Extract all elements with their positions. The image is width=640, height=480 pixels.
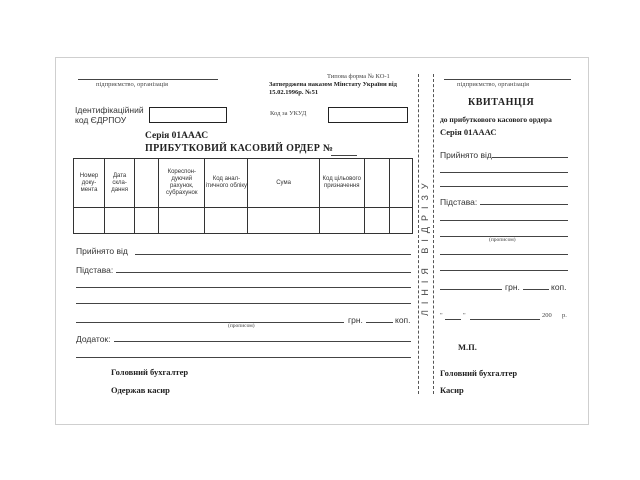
ukud-code-box[interactable] xyxy=(328,107,408,123)
form-type: Типова форма № КО-1 xyxy=(327,73,390,80)
stamp-label: М.П. xyxy=(458,342,477,352)
table-cell[interactable] xyxy=(135,208,159,234)
cut-line-left xyxy=(418,74,419,394)
chief-accountant-label: Головний бухгалтер xyxy=(111,367,189,377)
edrpou-label: Ідентифікаційний код ЄДРПОУ xyxy=(75,105,144,125)
edrpou-code-box[interactable] xyxy=(149,107,227,123)
receipt-organization-line xyxy=(444,79,571,80)
receipt-received-line-3[interactable] xyxy=(440,186,568,187)
receipt-grn-line[interactable] xyxy=(440,289,502,290)
receipt-grn-label: грн. xyxy=(505,282,520,292)
attachment-line-1[interactable] xyxy=(114,341,411,342)
attachment-line-2[interactable] xyxy=(76,357,411,358)
receipt-received-from-label: Прийнято від xyxy=(440,150,492,160)
receipt-received-from-line[interactable] xyxy=(492,157,568,158)
table-cell[interactable] xyxy=(74,208,105,234)
basis-line-3[interactable] xyxy=(76,303,411,304)
basis-label: Підстава: xyxy=(76,265,114,275)
receipt-kop-line[interactable] xyxy=(523,289,549,290)
organization-line xyxy=(78,79,218,80)
receipt-basis-line-1[interactable] xyxy=(480,204,568,205)
receipt-cashier-label: Касир xyxy=(440,385,464,395)
cut-line-label: ЛІНІЯ ВІДРІЗУ xyxy=(420,177,430,317)
table-cell[interactable] xyxy=(159,208,205,234)
receipt-basis-label: Підстава: xyxy=(440,197,478,207)
table-cell[interactable] xyxy=(319,208,364,234)
table-cell[interactable] xyxy=(389,208,412,234)
col-document-number: Номер доку- мента xyxy=(74,159,105,208)
receipt-received-line-2[interactable] xyxy=(440,172,568,173)
basis-line-1[interactable] xyxy=(116,272,411,273)
approval-note: Затверджена наказом Мінстату України від 15.02.1996р. №51 xyxy=(269,81,397,96)
receipt-date-close-quote: " xyxy=(463,312,466,319)
col-corresponding-account: Кореспон- дуючий рахунок, субрахунок xyxy=(159,159,205,208)
amount-words-line[interactable] xyxy=(76,322,344,323)
receipt-line-4[interactable] xyxy=(440,254,568,255)
receipt-series: Серія 01АААС xyxy=(440,127,497,137)
receipt-year-suffix: р. xyxy=(562,312,567,319)
col-sum: Сума xyxy=(248,159,319,208)
col-blank-3 xyxy=(389,159,412,208)
order-number-line[interactable] xyxy=(331,155,357,156)
receipt-date-open-quote: " xyxy=(440,312,443,319)
grn-kop-line[interactable] xyxy=(366,322,393,323)
receipt-month-line[interactable] xyxy=(470,319,540,320)
table-cell[interactable] xyxy=(105,208,135,234)
col-date: Дата скла- дання xyxy=(105,159,135,208)
grn-label: грн. xyxy=(348,315,363,325)
col-analytic-code: Код анал- ітичного обліку xyxy=(205,159,248,208)
table-cell[interactable] xyxy=(364,208,389,234)
col-purpose-code: Код цільового призначення xyxy=(319,159,364,208)
table-cell[interactable] xyxy=(205,208,248,234)
received-from-line[interactable] xyxy=(135,254,411,255)
order-table xyxy=(73,158,413,234)
in-words-caption: (прописом) xyxy=(228,323,255,329)
order-title: ПРИБУТКОВИЙ КАСОВИЙ ОРДЕР № xyxy=(145,143,334,154)
col-blank-2 xyxy=(364,159,389,208)
receipt-line-5[interactable] xyxy=(440,270,568,271)
receipt-in-words-caption: (прописом) xyxy=(489,237,516,243)
receipt-kop-label: коп. xyxy=(551,282,567,292)
attachment-label: Додаток: xyxy=(76,334,111,344)
table-cell[interactable] xyxy=(248,208,319,234)
cashier-received-label: Одержав касир xyxy=(111,385,170,395)
receipt-subtitle: до прибуткового касового ордера xyxy=(440,115,552,124)
col-blank-1 xyxy=(135,159,159,208)
table-row xyxy=(74,208,413,234)
receipt-day-line[interactable] xyxy=(445,319,461,320)
received-from-label: Прийнято від xyxy=(76,246,128,256)
cut-line-right xyxy=(433,74,434,394)
receipt-title: КВИТАНЦІЯ xyxy=(468,97,535,108)
receipt-year: 200 xyxy=(542,312,552,319)
ukud-label: Код за УКУД xyxy=(270,110,307,117)
series-label: Серія 01АААС xyxy=(145,131,209,141)
receipt-basis-line-2[interactable] xyxy=(440,220,568,221)
organization-caption: підприємство, організація xyxy=(96,81,169,88)
receipt-organization-caption: підприємство, організація xyxy=(457,81,530,88)
kop-label: коп. xyxy=(395,315,411,325)
basis-line-2[interactable] xyxy=(76,287,411,288)
receipt-chief-accountant-label: Головний бухгалтер xyxy=(440,368,518,378)
